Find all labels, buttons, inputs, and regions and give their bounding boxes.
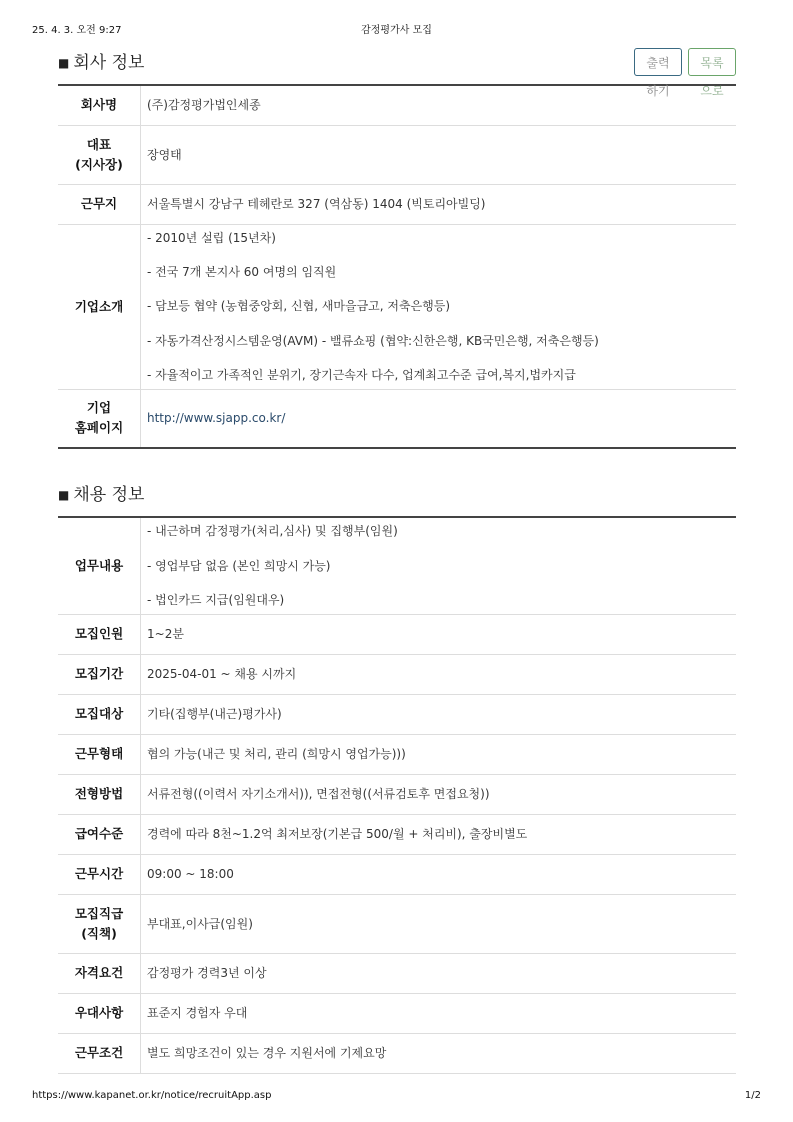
duties-value [141,517,737,614]
row-label: 근무조건 [58,1033,141,1073]
square-bullet-icon: ■ [58,56,70,70]
homepage-cell [141,389,737,448]
print-doc-title: 감정평가사 모집 [361,25,432,36]
list-item: - 자동가격산정시스템운영(AVM) - 밸류쇼핑 (협약:신한은행, KB국민은행, 저축은행등) [147,333,599,348]
row-label: 업무내용 [58,517,141,614]
table-row [58,517,736,614]
period-value: 2025-04-01 ~ 채용 시까지 [141,654,737,694]
table-row [58,814,736,854]
row-label: 급여수준 [58,814,141,854]
headcount-value: 1~2분 [141,614,737,654]
table-row [58,993,736,1033]
list-item: - 담보등 협약 (농협중앙회, 신협, 새마을금고, 저축은행등) [147,299,451,314]
action-buttons [634,48,736,98]
list-item: - 전국 7개 본지사 60 여명의 임직원 [147,265,337,280]
preference-value: 표준지 경험자 우대 [141,993,737,1033]
table-row [58,654,736,694]
list-button[interactable]: 목록으로 [688,48,736,76]
row-label: 회사명 [58,85,141,125]
recruit-section-header [58,480,736,516]
company-section-header [58,48,736,98]
table-row [58,224,736,389]
table-row [58,1033,736,1073]
homepage-link[interactable]: http://www.sjapp.co.kr/ [147,411,286,426]
company-name-value: (주)감정평가법인세종 [141,85,737,125]
company-intro-value [141,224,737,389]
table-row [58,614,736,654]
table-row [58,389,736,448]
conditions-value: 별도 희망조건이 있는 경우 지원서에 기제요망 [141,1033,737,1073]
position-value: 부대표,이사급(임원) [141,894,737,953]
table-row [58,694,736,734]
table-row [58,85,736,125]
company-info-table [58,84,736,449]
recruit-info-section [58,480,736,1074]
row-label: 전형방법 [58,774,141,814]
table-row [58,953,736,993]
print-header [32,21,761,36]
list-item: - 영업부담 없음 (본인 희망시 가능) [147,558,331,573]
salary-value: 경력에 따라 8천~1.2억 최저보장(기본급 500/월 + 처리비), 출장비별도 [141,814,737,854]
selection-value: 서류전형((이력서 자기소개서)), 면접전형((서류검토후 면접요청)) [141,774,737,814]
company-info-section [58,48,736,449]
qualification-value: 감정평가 경력3년 이상 [141,953,737,993]
print-datetime: 25. 4. 3. 오전 9:27 [32,25,122,36]
print-url: https://www.kapanet.or.kr/notice/recruitApp.asp [32,1090,272,1101]
employment-type-value: 협의 가능(내근 및 처리, 관리 (희망시 영업가능))) [141,734,737,774]
table-row [58,774,736,814]
list-item: - 2010년 설립 (15년차) [147,230,276,245]
table-row [58,125,736,184]
row-label: 우대사항 [58,993,141,1033]
recruit-info-table [58,516,736,1074]
row-label: 근무지 [58,184,141,224]
square-bullet-icon: ■ [58,488,70,502]
ceo-value: 장영태 [141,125,737,184]
list-item: - 자율적이고 가족적인 분위기, 장기근속자 다수, 업계최고수준 급여,복지,법카지급 [147,367,576,382]
location-value: 서울특별시 강남구 테헤란로 327 (역삼동) 1404 (빅토리아빌딩) [141,184,737,224]
list-item: - 내근하며 감정평가(처리,심사) 및 집행부(임원) [147,524,398,539]
row-label: 대표 (지사장) [58,125,141,184]
row-label: 근무시간 [58,854,141,894]
row-label: 모집대상 [58,694,141,734]
row-label: 모집직급 (직책) [58,894,141,953]
print-button[interactable]: 출력하기 [634,48,682,76]
recruit-section-title: ■ 채용 정보 [58,485,145,505]
table-row [58,184,736,224]
list-item: - 법인카드 지급(임원대우) [147,592,285,607]
row-label: 기업 홈페이지 [58,389,141,448]
table-row [58,854,736,894]
table-row [58,734,736,774]
row-label: 자격요건 [58,953,141,993]
table-row [58,894,736,953]
company-section-title: ■ 회사 정보 [58,53,145,73]
row-label: 모집기간 [58,654,141,694]
page-number: 1/2 [744,1090,761,1101]
target-value: 기타(집행부(내근)평가사) [141,694,737,734]
hours-value: 09:00 ~ 18:00 [141,854,737,894]
print-footer [32,1090,761,1101]
row-label: 기업소개 [58,224,141,389]
row-label: 모집인원 [58,614,141,654]
row-label: 근무형태 [58,734,141,774]
